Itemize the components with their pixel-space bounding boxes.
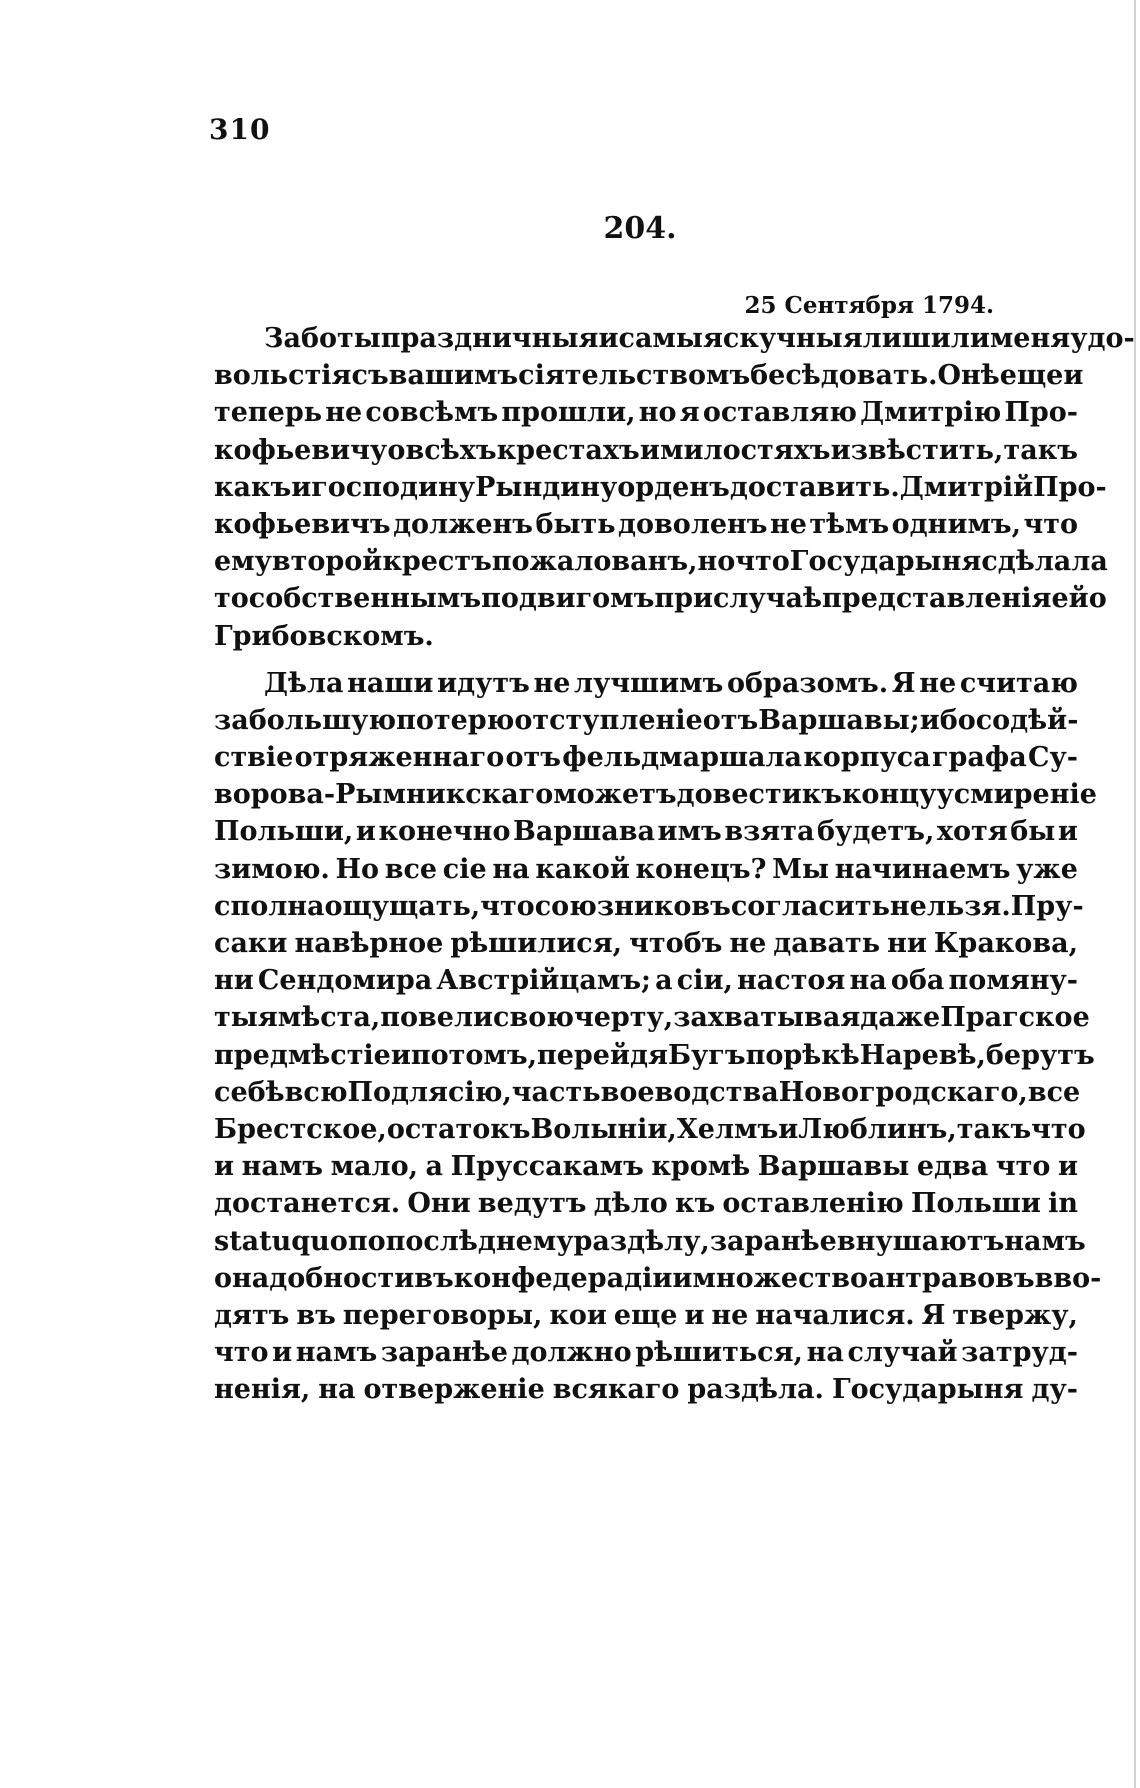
text-line: ворова-Рымникскаго можетъ довести къ концу усмиреніе (214, 779, 1097, 811)
text-line: кофьевичъ долженъ быть доволенъ не тѣмъ однимъ, что (214, 508, 1078, 540)
text-line: о надобности въ конфедерадіи и множество антравовъ вво- (214, 1262, 1102, 1294)
letter-body (214, 320, 1135, 1408)
text-line: вольстія съ вашимъ сіятельствомъ бесѣдовать. Онѣ еще и (214, 360, 1084, 392)
text-line: сполна ощущать, что союзниковъ согласить нельзя. Пру- (214, 890, 1084, 922)
text-line: саки навѣрное рѣшилися, чтобъ не давать ни Кракова, (214, 928, 1078, 959)
letter-date: 25 Сентября 1794. (744, 292, 994, 319)
page-edge-rule (1134, 0, 1136, 1788)
page-number: 310 (209, 113, 271, 146)
text-line: предмѣстіе и потомъ, перейдя Бугъ по рѣкѣ Наревѣ, берутъ (214, 1039, 1095, 1071)
text-line: Заботы праздничныя и самыя скучныя лишили меня удо- (264, 323, 1135, 354)
text-line: зимою. Но все сіе на какой конецъ? Мы начинаемъ уже (214, 853, 1078, 885)
text-line: ствіе отряженнаго отъ фельдмаршала корпуса графа Су- (214, 742, 1078, 774)
letter-number: 204. (603, 211, 677, 246)
text-line: дятъ въ переговоры, кои еще и не началися. Я твержу, (214, 1299, 1078, 1331)
text-line: ему второй крестъ пожалованъ, но что Государыня сдѣлала (214, 546, 1108, 578)
text-line: кофьевичу о всѣхъ крестахъ и милостяхъ извѣстить, такъ (214, 434, 1078, 466)
text-line: Грибовскомъ. (214, 620, 434, 652)
text-line: тыя мѣста, повели свою черту, захватывая даже Прагское (214, 1002, 1090, 1034)
text-line: Польши, и конечно Варшава имъ взята будетъ, хотя бы и (214, 816, 1078, 848)
text-line: и намъ мало, а Пруссакамъ кромѣ Варшавы едва что и (214, 1151, 1078, 1183)
text-line: теперь не совсѣмъ прошли, но я оставляю Дмитрію Про- (214, 397, 1078, 429)
text-line: достанется. Они ведутъ дѣло къ оставленію Польши in (214, 1188, 1078, 1220)
text-line: Брестское, остатокъ Волыніи, Хелмъ и Люблинъ, такъ что (214, 1113, 1086, 1145)
text-line: ненія, на отверженіе всякаго раздѣла. Государыня ду- (214, 1374, 1078, 1406)
paragraph-gap (214, 655, 1078, 665)
text-line: Дѣла наши идутъ не лучшимъ образомъ. Я не считаю (264, 667, 1078, 699)
text-line: statu quo по послѣднему раздѣлу, заранѣе внушаютъ намъ (214, 1225, 1086, 1257)
text-line: за большую потерю отступленіе отъ Варшавы; ибо содѣй- (214, 704, 1079, 736)
text-line: какъ и господину Рындину орденъ доставить. Дмитрій Про- (214, 471, 1107, 503)
text-line: себѣ всю Подлясію, часть воеводства Новогродскаго, все (214, 1076, 1081, 1108)
text-line: то собственнымъ подвигомъ при случаѣ представленія ей о (214, 583, 1107, 615)
text-line: что и намъ заранѣе должно рѣшиться, на случай затруд- (214, 1337, 1078, 1369)
text-line: ни Сендомира Австрійцамъ; а сіи, настоя на оба помяну- (214, 965, 1078, 997)
